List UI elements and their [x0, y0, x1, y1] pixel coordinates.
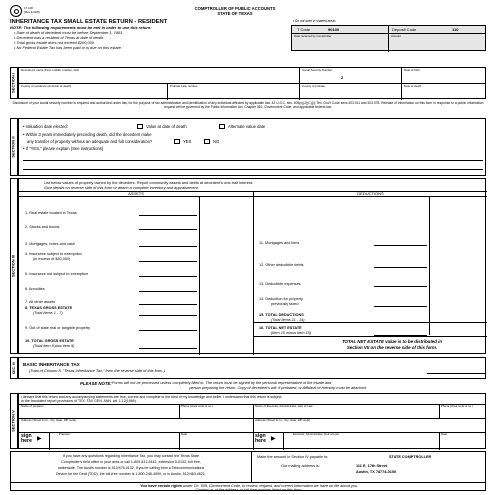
preparer-name-label: Name of preparer — [21, 404, 44, 408]
sign-arrow-icon-2: ▶ — [271, 436, 276, 442]
yes-label: YES — [183, 139, 192, 144]
deduction-15: 15. TOTAL DEDUCTIONS — [259, 313, 304, 317]
texas-seal-icon — [10, 5, 22, 17]
executor-address-label: Address (Street & no., city, state, ZIP code) — [255, 418, 311, 422]
alt-value-label: Alternate value date — [228, 124, 266, 129]
questions-1: If you have any questions regarding Inheritance Tax, you may contact the Texas State — [62, 454, 200, 458]
sign-arrow-icon: ▶ — [37, 436, 42, 442]
office-use-box — [291, 25, 486, 51]
value-dod-checkbox[interactable] — [137, 124, 143, 129]
rights-contact: Contact us at the address or toll-free number listed on this form. — [195, 488, 303, 492]
asset-7-line[interactable] — [139, 304, 197, 305]
preparer-phone-label: Phone (Area code & no.) — [181, 404, 213, 408]
net-estate-note-1: TOTAL NET ESTATE value is to be distributed in — [341, 339, 443, 344]
basic-tax-line[interactable] — [427, 373, 485, 374]
ssn-separator: 2 — [341, 75, 344, 80]
county-probate-label: County of probate — [302, 84, 325, 88]
section-2-box — [18, 118, 486, 176]
date-received-label: Date received by Comptroller — [294, 34, 332, 38]
asset-8-sub: (Total Items 1 - 7) — [33, 311, 63, 315]
asset-9-line[interactable] — [139, 330, 197, 331]
asset-9: 9. Out of state real or tangible property — [25, 326, 91, 330]
asset-7: 7. All other assets — [25, 300, 55, 304]
section-1-box — [18, 67, 486, 99]
rights-lead: You have certain rights — [139, 484, 182, 488]
dod-label: Date of death — [404, 84, 422, 88]
no-label: NO — [213, 139, 220, 144]
asset-2-line[interactable] — [139, 229, 197, 230]
net-estate-note-2: Section VII on the reverse side of this form. — [346, 345, 438, 350]
asset-1: 1. Real estate located in Texas — [25, 211, 77, 215]
requirement-3: • Total gross estate does not exceed $200,000. — [14, 40, 96, 45]
form-revision: (Rev.9-02/8) — [24, 10, 40, 14]
questions-4: Device for the Deaf (TDD), the toll-free number is 1-800-248-4099, or in Austin, 512/463-4621. — [56, 472, 206, 476]
section-3-intro-2: Give details on reverse side of this form or attach a complete inventory and appraisement. — [44, 185, 199, 190]
asset-3-line[interactable] — [139, 246, 197, 247]
asset-4: 4. Insurance subject to exemption — [25, 252, 82, 256]
section-3-intro-1: List below values of property owned by the decedent. Report community assets and debts at decedent's one-half interest. — [44, 180, 254, 185]
preparer-label: Preparer — [59, 432, 71, 436]
dob-label: Date of birth — [404, 68, 420, 72]
footer-box — [10, 451, 486, 491]
alt-value-checkbox[interactable] — [219, 124, 225, 129]
asset-6-line[interactable] — [139, 291, 197, 292]
requirement-2: • Decedent was a resident of Texas at date of death. — [14, 35, 105, 40]
asset-8: 8. TEXAS GROSS ESTATE — [25, 306, 73, 310]
asset-4-sub: (in excess of $40,000) — [33, 257, 71, 261]
asset-8-line[interactable] — [139, 315, 197, 316]
preparer-date-label: Date — [181, 432, 188, 436]
please-note-text-2: person preparing the return. Copy of decedent's will, if probated, or Affidavit of Heirship must be attached. — [189, 386, 367, 390]
deposit-code-value: 110 — [452, 26, 459, 32]
deposit-code-label: Deposit Code — [392, 26, 417, 32]
executor-phone-label: Phone (Area code & no.) — [441, 404, 473, 408]
ssn-label: Social Security Number — [302, 68, 333, 72]
questions-2: Comptroller's field office in your area or call 1-800-531-5441, extension 5-0132, toll free, — [61, 460, 201, 464]
executor-sign-label: Executor, Administrator, Heir at Law — [293, 432, 339, 436]
sign-here-executor: sign here — [255, 433, 266, 444]
note-lead: NOTE: The following requirements must be met in order to use this return: — [10, 25, 152, 30]
section-2-label: SECTION II — [10, 118, 18, 176]
within-3-years-text: • Within 3 years immediately preceding death, did the decedent make — [23, 132, 152, 137]
deduction-16-sub: (Item 10 minus Item 15) — [271, 331, 312, 335]
disclosure-text: Disclosure of your social security number is required and authorized under law, for the purpose of tax administration and identification of any individual affected by applicable law. 42 U.S.C. sec. 405(c)(2)(C)(i); Tex. Gov't Code secs 403.011 and 403.078. Release of information on this form in response to a public information request will be governed by the Public Information Act, Chapter 552, Government Code, and applicable federal law. — [12, 101, 484, 110]
value-dod-label: Value at date of death — [146, 124, 187, 129]
declaration-2: to the fraudulent report provisions of TEX. TAX GEN. ANN. art. 1.12(1969). — [21, 399, 137, 403]
asset-10-sub: (Total item 8 plus item 9) — [33, 344, 75, 348]
section-4-label: SEC. IV — [10, 357, 18, 379]
deductions-header: DEDUCTIONS — [253, 191, 487, 197]
deduction-13: 13. Deductible expenses — [259, 282, 301, 286]
no-checkbox[interactable] — [204, 139, 210, 144]
payable-label: Make the amount in Section IV payable to: — [257, 455, 329, 459]
county-residence-label: County of residence (domicile at death) — [21, 84, 72, 88]
asset-6: 6. Annuities — [25, 287, 45, 291]
requirement-4: • No Federal Estate Tax has been paid or is due on this estate. — [14, 45, 122, 50]
questions-3: nationwide. The Austin number is 512/475-0132. If you're calling from a Telecommunications — [57, 466, 205, 470]
asset-10: 10. TOTAL GROSS ESTATE — [25, 339, 74, 343]
deduction-14-sub: previously taxed — [271, 302, 299, 306]
asset-4-line[interactable] — [139, 261, 197, 262]
asset-5-line[interactable] — [139, 276, 197, 277]
deduction-12-line[interactable] — [374, 267, 427, 268]
t-code-label: T Code — [297, 26, 311, 32]
assets-header: ASSETS — [19, 191, 253, 197]
executor-name-label: Name of Executor, Administrator, Heir at Law — [255, 404, 313, 408]
preparer-address-label: Address (Street & no., city, state, ZIP code) — [21, 418, 77, 422]
state-name: STATE OF TEXAS — [217, 11, 253, 16]
please-note-text-1: Forms will not be processed unless completely filled in. The return must be signed by the personal representative of the estate and — [112, 381, 332, 385]
asset-2: 2. Stocks and bonds — [25, 225, 60, 229]
form-number: 17-100 — [24, 6, 34, 10]
amount-label: Amount — [391, 34, 401, 38]
valuation-label: • Valuation date elected: — [23, 124, 68, 129]
form-title: INHERITANCE TAX SMALL ESTATE RETURN - RESIDENT — [10, 19, 168, 25]
probate-case-label: Probate case number — [170, 84, 198, 88]
deduction-16: 16. TOTAL NET ESTATE — [259, 326, 302, 330]
asset-1-line[interactable] — [139, 215, 197, 216]
deduction-11: 11. Mortgages and liens — [259, 241, 300, 245]
asset-5: 5. Insurance not subject to exemption — [25, 272, 89, 276]
deduction-11-line[interactable] — [374, 245, 427, 246]
payable-to: STATE COMPTROLLER — [389, 455, 432, 459]
explain-line-1[interactable] — [23, 160, 483, 161]
deduction-13-line[interactable] — [374, 286, 427, 287]
deduction-14-line[interactable] — [374, 306, 427, 307]
please-note-lead: PLEASE NOTE: — [80, 381, 112, 386]
section-5-label: SECTION V — [10, 393, 18, 449]
executor-date-label: Date — [441, 432, 448, 436]
basic-tax-title: BASIC INHERITANCE TAX — [23, 362, 80, 367]
mailing-address-2: Austin, TX 78774-0100 — [356, 470, 397, 474]
agency-name: COMPTROLLER OF PUBLIC ACCOUNTS — [194, 6, 276, 11]
asset-10-line[interactable] — [139, 348, 197, 349]
section-3-label: SECTION III — [10, 178, 18, 354]
deduction-12: 12. Other deductible debts — [259, 263, 304, 267]
rights-body: under Ch. 559, Government Code, to review, request, and correct information we have on file about you. — [181, 484, 359, 488]
inheritance-tax-form — [10, 5, 486, 491]
section-1-label: SECTION I — [10, 67, 18, 99]
section-5-box — [18, 393, 486, 449]
asset-3: 3. Mortgages, notes and cash — [25, 242, 76, 246]
basic-tax-sub: (Total of Column 8, "Texas Inheritance Tax," from the reverse side of this form.) — [29, 368, 165, 373]
requirement-1: • Date of death of decedent must be before September 1, 1981. — [14, 30, 124, 35]
deduction-14: 14. Deduction for property — [259, 297, 303, 301]
transfer-text: any transfer of property without an adequate and full consideration? — [27, 139, 153, 144]
mailing-address-1: 111 E. 17th Street — [356, 464, 388, 468]
explain-line-2[interactable] — [23, 169, 483, 170]
sign-here-preparer: sign here — [21, 433, 32, 444]
section-3-box — [18, 178, 486, 354]
yes-checkbox[interactable] — [174, 139, 180, 144]
t-code-value: 90100 — [328, 26, 340, 32]
shaded-note: • Do not write in shaded areas — [293, 19, 336, 23]
mailing-label: Our mailing address is: — [281, 464, 320, 468]
section-4-box — [18, 357, 486, 379]
decedent-name-label: Decedent's name (First, middle, maiden, last) — [21, 68, 80, 72]
declaration-1: I declare that this return and any accompanying statements are true, correct and complete to the best of my knowledge and belief. I understand that this return is subject — [21, 395, 282, 399]
explain-text: • If "YES," please explain (See instructions) — [23, 146, 104, 151]
deduction-15-sub: (Total Items 11 - 14) — [271, 318, 305, 322]
